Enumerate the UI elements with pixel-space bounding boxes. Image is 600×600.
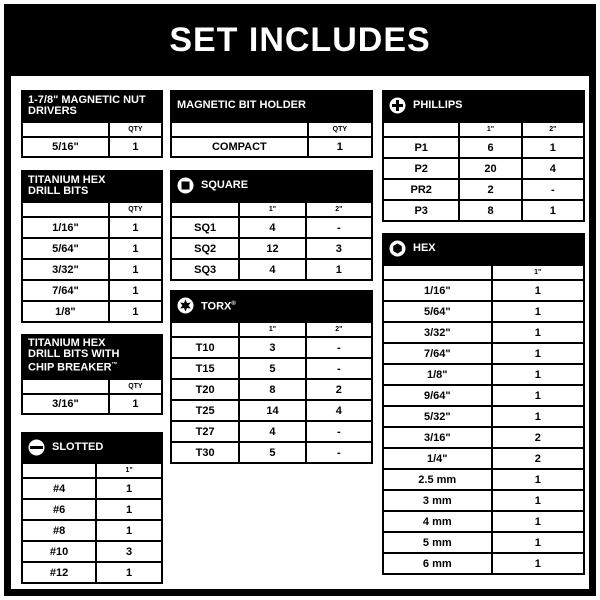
qty-cell: 1 bbox=[492, 490, 584, 511]
size-cell: SQ1 bbox=[171, 217, 239, 238]
trademark-mark: ™ bbox=[111, 362, 118, 369]
qty-2in-cell: 1 bbox=[522, 200, 584, 221]
torx-header bbox=[170, 290, 373, 321]
blank-cell bbox=[22, 122, 109, 137]
hex-table bbox=[382, 233, 585, 575]
torx-title bbox=[201, 299, 236, 313]
qty-cell: 1 bbox=[492, 364, 584, 385]
slotted-header bbox=[21, 432, 163, 462]
col-header-qty: QTY bbox=[308, 122, 372, 137]
size-cell: 1/8" bbox=[22, 301, 109, 322]
qty-cell: 1 bbox=[492, 343, 584, 364]
qty-2in-cell: - bbox=[306, 337, 372, 358]
size-cell: T10 bbox=[171, 337, 239, 358]
hex-drill-bits-grid bbox=[21, 201, 163, 323]
qty-cell: 2 bbox=[492, 448, 584, 469]
qty-cell: 2 bbox=[492, 427, 584, 448]
col-header-1in: 1" bbox=[96, 463, 162, 478]
size-cell: T20 bbox=[171, 379, 239, 400]
registered-mark: ® bbox=[231, 300, 236, 307]
qty-cell: 1 bbox=[492, 553, 584, 574]
size-cell: 5/32" bbox=[383, 406, 492, 427]
qty-2in-cell: 3 bbox=[306, 238, 372, 259]
size-cell: 3/32" bbox=[383, 322, 492, 343]
qty-2in-cell: - bbox=[306, 217, 372, 238]
qty-2in-cell: 2 bbox=[306, 379, 372, 400]
size-cell: 9/64" bbox=[383, 385, 492, 406]
blank-cell bbox=[171, 322, 239, 337]
hex-grid bbox=[382, 264, 585, 575]
qty-cell: 1 bbox=[109, 259, 162, 280]
size-cell: #10 bbox=[22, 541, 96, 562]
square-grid bbox=[170, 201, 373, 281]
chip-breaker-title-text: TITANIUM HEX DRILL BITS WITH CHIP BREAKER bbox=[28, 337, 120, 374]
col-header-1in: 1" bbox=[239, 322, 305, 337]
qty-1in-cell: 8 bbox=[459, 200, 521, 221]
nut-drivers-table bbox=[21, 90, 163, 158]
hex-drill-bits-table bbox=[21, 170, 163, 323]
qty-cell: 1 bbox=[492, 469, 584, 490]
qty-1in-cell: 6 bbox=[459, 137, 521, 158]
col-header-2in: 2" bbox=[522, 122, 584, 137]
qty-1in-cell: 3 bbox=[239, 337, 305, 358]
phillips-grid bbox=[382, 121, 585, 222]
qty-cell: 1 bbox=[492, 406, 584, 427]
size-cell: 2.5 mm bbox=[383, 469, 492, 490]
phillips-table bbox=[382, 90, 585, 222]
size-cell: T30 bbox=[171, 442, 239, 463]
size-cell: #6 bbox=[22, 499, 96, 520]
col-header-qty: QTY bbox=[109, 202, 162, 217]
col-header-qty: QTY bbox=[109, 122, 162, 137]
hex-icon bbox=[389, 240, 406, 257]
size-cell: 7/64" bbox=[22, 280, 109, 301]
qty-1in-cell: 5 bbox=[239, 358, 305, 379]
size-cell: T15 bbox=[171, 358, 239, 379]
size-cell: SQ2 bbox=[171, 238, 239, 259]
tables-area bbox=[11, 76, 589, 589]
qty-cell: 1 bbox=[109, 137, 162, 157]
slotted-grid bbox=[21, 462, 163, 584]
blank-cell bbox=[22, 379, 109, 394]
col-header-2in: 2" bbox=[306, 202, 372, 217]
blank-cell bbox=[383, 122, 459, 137]
bit-holder-table bbox=[170, 90, 373, 158]
nut-drivers-grid bbox=[21, 121, 163, 158]
size-cell: SQ3 bbox=[171, 259, 239, 280]
size-cell: 5/16" bbox=[22, 137, 109, 157]
slotted-icon bbox=[28, 439, 45, 456]
qty-1in-cell: 2 bbox=[459, 179, 521, 200]
nut-drivers-title: 1-7/8" MAGNETIC NUT DRIVERS bbox=[28, 93, 146, 117]
size-cell: 6 mm bbox=[383, 553, 492, 574]
torx-icon bbox=[177, 297, 194, 314]
qty-1in-cell: 4 bbox=[239, 259, 305, 280]
size-cell: 1/4" bbox=[383, 448, 492, 469]
bit-holder-title: MAGNETIC BIT HOLDER bbox=[177, 99, 306, 111]
col-header-2in: 2" bbox=[306, 322, 372, 337]
phillips-title: PHILLIPS bbox=[413, 99, 463, 111]
square-title: SQUARE bbox=[201, 179, 249, 191]
col-header-1in: 1" bbox=[459, 122, 521, 137]
qty-cell: 1 bbox=[492, 385, 584, 406]
qty-1in-cell: 8 bbox=[239, 379, 305, 400]
col-header-qty: QTY bbox=[109, 379, 162, 394]
torx-table bbox=[170, 290, 373, 464]
page-title: SET INCLUDES bbox=[169, 20, 431, 59]
size-cell: 5/64" bbox=[383, 301, 492, 322]
size-cell: P2 bbox=[383, 158, 459, 179]
bit-holder-grid bbox=[170, 121, 373, 158]
qty-cell: 1 bbox=[96, 562, 162, 583]
qty-1in-cell: 20 bbox=[459, 158, 521, 179]
col-header-1in: 1" bbox=[492, 265, 584, 280]
qty-1in-cell: 5 bbox=[239, 442, 305, 463]
chip-breaker-title bbox=[28, 338, 138, 374]
slotted-title: SLOTTED bbox=[52, 440, 104, 453]
qty-cell: 1 bbox=[96, 499, 162, 520]
qty-1in-cell: 4 bbox=[239, 421, 305, 442]
qty-2in-cell: 4 bbox=[522, 158, 584, 179]
qty-cell: 3 bbox=[96, 541, 162, 562]
size-cell: PR2 bbox=[383, 179, 459, 200]
qty-1in-cell: 4 bbox=[239, 217, 305, 238]
qty-cell: 1 bbox=[109, 217, 162, 238]
size-cell: 1/16" bbox=[22, 217, 109, 238]
size-cell: 1/8" bbox=[383, 364, 492, 385]
size-cell: #8 bbox=[22, 520, 96, 541]
qty-cell: 1 bbox=[492, 511, 584, 532]
qty-1in-cell: 12 bbox=[239, 238, 305, 259]
qty-2in-cell: - bbox=[522, 179, 584, 200]
size-cell: #12 bbox=[22, 562, 96, 583]
col-header-1in: 1" bbox=[239, 202, 305, 217]
qty-cell: 1 bbox=[492, 532, 584, 553]
blank-cell bbox=[22, 463, 96, 478]
size-cell: 3/32" bbox=[22, 259, 109, 280]
qty-cell: 1 bbox=[109, 238, 162, 259]
qty-cell: 1 bbox=[109, 301, 162, 322]
qty-cell: 1 bbox=[109, 394, 162, 414]
size-cell: 5 mm bbox=[383, 532, 492, 553]
phillips-header bbox=[382, 90, 585, 121]
qty-cell: 1 bbox=[96, 478, 162, 499]
qty-2in-cell: - bbox=[306, 358, 372, 379]
chip-breaker-table bbox=[21, 334, 163, 415]
size-cell: 3 mm bbox=[383, 490, 492, 511]
qty-cell: 1 bbox=[492, 301, 584, 322]
size-cell: T27 bbox=[171, 421, 239, 442]
blank-cell bbox=[383, 265, 492, 280]
size-cell: #4 bbox=[22, 478, 96, 499]
nut-drivers-header bbox=[21, 90, 163, 121]
qty-2in-cell: 1 bbox=[522, 137, 584, 158]
size-cell: 1/16" bbox=[383, 280, 492, 301]
chip-breaker-grid bbox=[21, 378, 163, 415]
hex-drill-bits-title: TITANIUM HEX DRILL BITS bbox=[28, 173, 106, 197]
qty-2in-cell: 4 bbox=[306, 400, 372, 421]
chip-breaker-header bbox=[21, 334, 163, 378]
size-cell: COMPACT bbox=[171, 137, 308, 157]
hex-title: HEX bbox=[413, 242, 436, 254]
size-cell: 5/64" bbox=[22, 238, 109, 259]
size-cell: P3 bbox=[383, 200, 459, 221]
size-cell: 3/16" bbox=[22, 394, 109, 414]
blank-cell bbox=[171, 202, 239, 217]
square-table bbox=[170, 170, 373, 281]
size-cell: 4 mm bbox=[383, 511, 492, 532]
qty-1in-cell: 14 bbox=[239, 400, 305, 421]
bit-holder-header bbox=[170, 90, 373, 121]
torx-title-text: TORX bbox=[201, 300, 232, 313]
slotted-table bbox=[21, 432, 163, 584]
phillips-icon bbox=[389, 97, 406, 114]
qty-2in-cell: 1 bbox=[306, 259, 372, 280]
qty-cell: 1 bbox=[96, 520, 162, 541]
size-cell: P1 bbox=[383, 137, 459, 158]
qty-cell: 1 bbox=[308, 137, 372, 157]
hex-drill-bits-header bbox=[21, 170, 163, 201]
torx-grid bbox=[170, 321, 373, 464]
square-icon bbox=[177, 177, 194, 194]
qty-cell: 1 bbox=[109, 280, 162, 301]
set-includes-panel bbox=[4, 4, 596, 596]
qty-2in-cell: - bbox=[306, 442, 372, 463]
size-cell: 3/16" bbox=[383, 427, 492, 448]
qty-cell: 1 bbox=[492, 280, 584, 301]
size-cell: 7/64" bbox=[383, 343, 492, 364]
square-header bbox=[170, 170, 373, 201]
blank-cell bbox=[171, 122, 308, 137]
size-cell: T25 bbox=[171, 400, 239, 421]
blank-cell bbox=[22, 202, 109, 217]
hex-header bbox=[382, 233, 585, 264]
qty-2in-cell: - bbox=[306, 421, 372, 442]
qty-cell: 1 bbox=[492, 322, 584, 343]
